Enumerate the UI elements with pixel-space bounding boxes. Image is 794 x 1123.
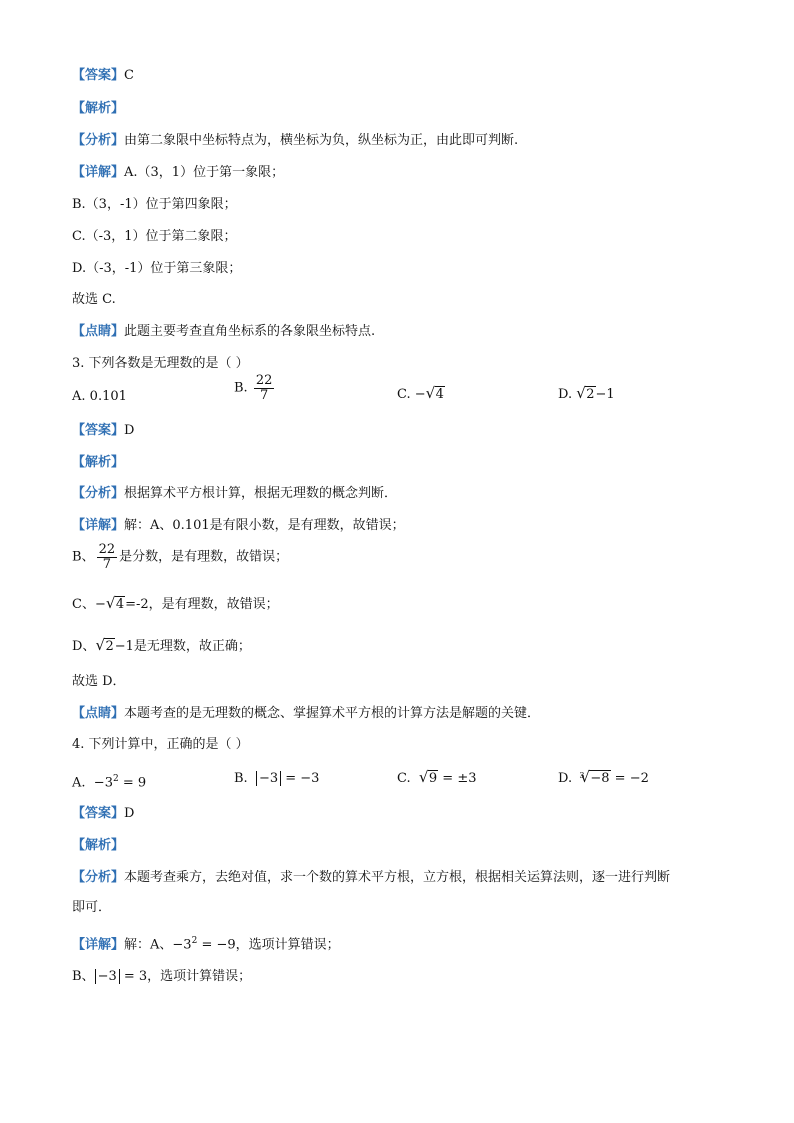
q2-detail-d: D.（-3，-1）位于第三象限；	[72, 261, 242, 276]
option-label: D.	[558, 771, 573, 786]
q3-detail-d	[72, 638, 251, 656]
detail-suffix: −1是无理数，故正确；	[114, 639, 251, 654]
sqrt	[426, 386, 445, 404]
q2-detail-b: B.（3，-1）位于第四象限；	[72, 197, 237, 212]
fenxi-tag: 【分析】	[72, 870, 125, 885]
q2-comment-line	[72, 323, 375, 341]
analysis-tag: 【解析】	[72, 455, 125, 470]
expression-tail: = ±3	[438, 771, 477, 786]
q3-fenxi-line	[72, 485, 397, 503]
radicand: 2	[586, 387, 595, 402]
q3-fenxi: 根据算术平方根计算，根据无理数的概念判断．	[124, 486, 398, 501]
detail-tag: 【详解】	[72, 518, 125, 533]
detail-prefix: D、	[72, 639, 96, 654]
q3-comment-line	[72, 705, 540, 723]
detail-suffix: 是分数，是有理数，故错误；	[119, 549, 289, 565]
comment-tag: 【点睛】	[72, 324, 125, 339]
option-label: B.	[234, 380, 248, 396]
fraction	[97, 543, 118, 572]
q4-detail-b	[72, 968, 251, 986]
radicand: 2	[105, 639, 114, 654]
q3-stem: 3. 下列各数是无理数的是（ ）	[72, 356, 249, 371]
q3-option-a	[72, 388, 127, 406]
answer-tag: 【答案】	[72, 806, 125, 821]
expression-tail: = −3	[281, 771, 320, 786]
q2-analysis-line	[72, 100, 124, 118]
answer-tag: 【答案】	[72, 423, 125, 438]
expression-tail: −1	[595, 387, 615, 402]
sqrt	[106, 596, 125, 614]
q3-detail-a: 解：A、0.101是有限小数，是有理数，故错误；	[124, 518, 405, 533]
q3-answer-line	[72, 422, 134, 440]
q3-comment: 本题考查的是无理数的概念、掌握算术平方根的计算方法是解题的关键．	[124, 706, 541, 721]
q2-comment: 此题主要考查直角坐标系的各象限坐标特点.	[124, 324, 376, 339]
detail-suffix: = 3，选项计算错误；	[119, 969, 252, 984]
q2-choose: 故选 C.	[72, 292, 116, 307]
option-label: B.	[234, 771, 248, 786]
q4-detail-line	[72, 932, 340, 954]
sqrt	[576, 386, 595, 404]
q3-analysis-line	[72, 454, 124, 472]
q4-option-c	[397, 770, 477, 788]
radicand: 4	[115, 597, 125, 612]
q4-option-b	[234, 770, 319, 788]
detail-prefix: C、−	[72, 597, 106, 612]
expression-tail: = 9	[118, 775, 147, 791]
q2-detail-line	[72, 164, 284, 182]
fenxi-tag: 【分析】	[72, 133, 125, 148]
sqrt	[580, 770, 610, 788]
detail-suffix: = −9，选项计算错误；	[197, 937, 340, 953]
analysis-tag: 【解析】	[72, 838, 125, 853]
option-label: C.	[397, 387, 411, 402]
q4-fenxi-2: 即可．	[72, 900, 112, 915]
base: −3	[93, 775, 113, 791]
radicand: −8	[590, 771, 610, 786]
detail-prefix: 解：A、−3	[124, 937, 192, 953]
q3-detail-line	[72, 517, 405, 535]
option-label: C.	[397, 771, 411, 786]
sqrt	[419, 770, 438, 788]
q2-detail-a: A.（3，1）位于第一象限；	[124, 165, 285, 180]
q4-fenxi-line	[72, 869, 670, 887]
cube-root	[580, 771, 610, 786]
q4-analysis-line	[72, 837, 124, 855]
option-value: 0.101	[89, 389, 127, 404]
option-label: A.	[72, 389, 86, 404]
absolute-value: −3	[95, 969, 120, 984]
absolute-value: −3	[256, 771, 281, 786]
q3-answer: D	[124, 423, 135, 438]
fenxi-tag: 【分析】	[72, 486, 125, 501]
fraction-numerator: 22	[98, 542, 116, 557]
fraction-denominator: 7	[102, 557, 111, 572]
q2-answer-line	[72, 67, 134, 85]
q4-option-a	[72, 770, 146, 792]
fraction-numerator: 22	[255, 373, 273, 388]
q3-detail-c	[72, 596, 279, 614]
radicand: 9	[428, 771, 438, 786]
option-label: A.	[72, 775, 86, 791]
analysis-tag: 【解析】	[72, 101, 125, 116]
detail-suffix: =-2，是有理数，故错误；	[125, 597, 279, 612]
detail-tag: 【详解】	[72, 937, 125, 953]
exponent: 2	[191, 936, 198, 946]
q3-choose: 故选 D．	[72, 674, 126, 689]
q3-option-d	[558, 386, 615, 404]
q4-answer-line	[72, 805, 134, 823]
root-index: 3	[579, 771, 585, 780]
detail-tag: 【详解】	[72, 165, 125, 180]
q3-option-b	[234, 374, 276, 403]
comment-tag: 【点睛】	[72, 706, 125, 721]
fraction	[254, 374, 275, 403]
q4-option-d	[558, 770, 649, 788]
detail-prefix: B、	[72, 969, 95, 984]
q2-answer: C	[124, 68, 134, 83]
q4-fenxi-1: 本题考查乘方，去绝对值，求一个数的算术平方根，立方根，根据相关运算法则，逐一进行判断	[124, 870, 671, 885]
minus-sign: −	[414, 387, 426, 402]
answer-tag: 【答案】	[72, 68, 125, 83]
expression-tail: = −2	[610, 771, 649, 786]
detail-prefix: B、	[72, 549, 95, 565]
option-label: D.	[558, 387, 573, 402]
q2-fenxi-line	[72, 132, 518, 150]
radicand: 4	[435, 387, 444, 402]
fraction-denominator: 7	[259, 388, 269, 403]
q3-option-c	[397, 386, 445, 404]
exponent: 2	[112, 774, 119, 784]
q4-answer: D	[124, 806, 135, 821]
q2-detail-c: C.（-3，1）位于第二象限；	[72, 229, 237, 244]
q3-detail-b	[72, 543, 288, 572]
q2-fenxi: 由第二象限中坐标特点为，横坐标为负，纵坐标为正，由此即可判断.	[124, 133, 519, 148]
sqrt	[95, 638, 114, 656]
q4-stem: 4. 下列计算中，正确的是（ ）	[72, 737, 249, 752]
